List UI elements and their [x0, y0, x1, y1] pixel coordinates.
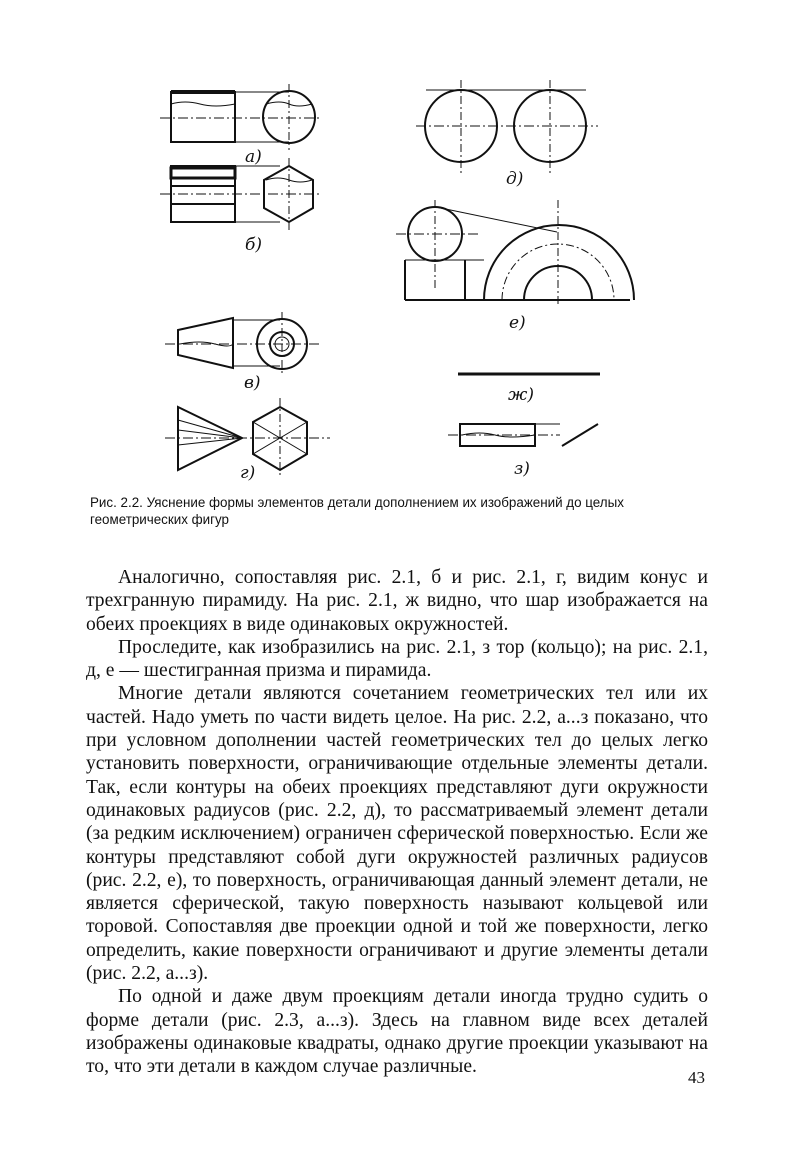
paragraph: По одной и даже двум проекциям детали иногда трудно судить о форме детали (рис. 2.3, а...з). Здесь на главном виде всех деталей изображены одинаковые квадраты, однако другие проекции указывают на то, что эти детали в каждом случае различные. — [86, 986, 708, 1078]
label-zh: ж) — [508, 385, 534, 405]
figure-2-2 — [0, 0, 794, 490]
drawing-v — [165, 312, 320, 376]
drawing-d — [416, 80, 598, 174]
label-v: в) — [244, 373, 261, 393]
figure-caption: Рис. 2.2. Уяснение формы элементов детали дополнением их изображений до целых геометрических фигур — [90, 495, 624, 527]
label-z: з) — [514, 459, 530, 479]
drawing-b — [160, 158, 320, 232]
label-d: д) — [506, 169, 524, 189]
label-a: а) — [245, 147, 262, 167]
label-e: е) — [509, 313, 526, 333]
label-g: г) — [240, 463, 256, 483]
body-text — [86, 566, 708, 1079]
paragraph: Проследите, как изобразились на рис. 2.1, з тор (кольцо); на рис. 2.1, д, е — шестигранная призма и пирамида. — [86, 636, 708, 682]
paragraph: Многие детали являются сочетанием геометрических тел или их частей. Надо уметь по части видеть целое. На рис. 2.2, а...з показано, что при условном дополнении частей геометрических тел до целых легко установить поверхности, ограничивающие отдельные элементы детали. Так, если контуры на обеих проекциях представляют дуги окружности одинаковых радиусов (рис. 2.2, д), то рассматриваемый элемент детали (за редким исключением) ограничен сферической поверхностью. Если же контуры представляют собой дуги окружностей различных радиусов (рис. 2.2, е), то поверхность, ограничивающая данный элемент детали, не является сферической, такую поверхность называют кольцевой или торовой. Сопоставляя две проекции одной и той же поверхности, легко определить, какие поверхности ограничивают и другие элементы детали (рис. 2.2, а...з). — [86, 683, 708, 985]
drawing-z — [448, 424, 598, 446]
drawing-e — [396, 200, 634, 305]
page-number: 43 — [688, 1068, 705, 1087]
paragraph: Аналогично, сопоставляя рис. 2.1, б и рис. 2.1, г, видим конус и трехгранную пирамиду. На рис. 2.1, ж видно, что шар изображается на обеих проекциях в виде одинаковых окружностей. — [86, 567, 708, 635]
drawing-a — [160, 84, 320, 150]
label-b: б) — [245, 235, 263, 255]
